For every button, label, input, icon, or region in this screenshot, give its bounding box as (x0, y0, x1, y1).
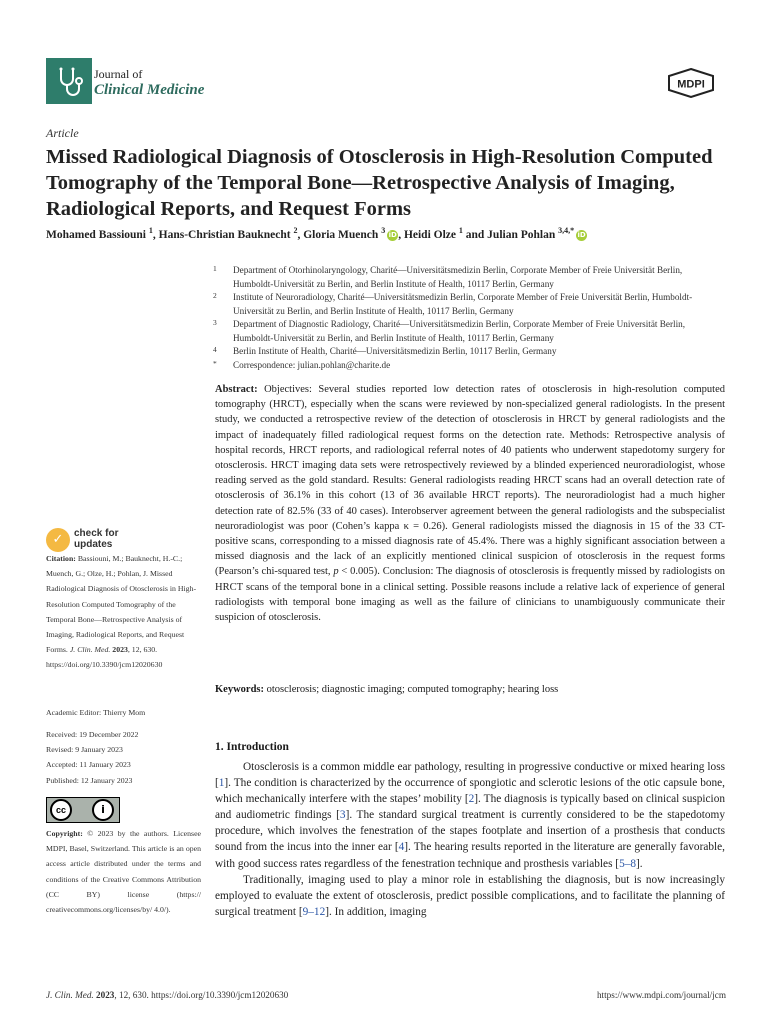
paragraph-text: Traditionally, imaging used to play a minor role in establishing the diagnosis, but is now increasingly employed to evaluate the extent of otosclerosis, predict possible complications, and to facilitate the planning of surgical treatment [ (215, 873, 725, 918)
dates-block (46, 727, 201, 788)
paragraph-text: ]. The condition is characterized by the occurrence of spongiotic and sclerotic lesions of the otic capsule bone, which mechanically interfere with the stapes’ mobility [ (215, 777, 725, 806)
author-name[interactable]: Julian Pohlan $^{3,4,*}$ (487, 226, 575, 241)
date-published: Published: 12 January 2023 (46, 775, 133, 785)
orcid-icon[interactable]: iD (577, 230, 586, 239)
journal-name-line1: Journal of (94, 67, 143, 81)
affiliation-number: * (213, 358, 217, 368)
reference-link[interactable]: 2 (468, 793, 475, 806)
footer-doi: , 12, 630. https://doi.org/10.3390/jcm12020630 (114, 990, 289, 1000)
check-updates-line2: updates (74, 539, 113, 550)
abstract-text-end: < 0.005). Conclusion: The diagnosis of otosclerosis is frequently missed by radiologists on HRCT scans of the temporal bone in a clinical setting. Possible reasons include a relative lack of experience of general radiologists with temporal bone imaging as well as the failure of clinicians to unambiguously communicate their suspicion of otosclerosis. (215, 566, 725, 624)
affiliation-text: Institute of Neuroradiology, Charité—Universitätsmedizin Berlin, Corporate Member of Freie Universität Berlin, Humboldt-Universität zu Berlin, and Berlin Institute of Health, 10117 Berlin, Germany (233, 292, 693, 316)
publisher-name: MDPI (677, 78, 705, 91)
check-updates-line1: check for (74, 528, 119, 539)
author-name[interactable]: Gloria Muench $^3$ (303, 226, 386, 241)
journal-name-line2: Clinical Medicine (94, 82, 205, 98)
citation-text: Bassiouni, M.; Bauknecht, H.-C.; Muench, G.; Olze, H.; Pohlan, J. Missed Radiological Diagnosis of Otosclerosis in High-Resolution Computed Tomography of the Temporal Bone—Retrospective Analysis of Imaging, Radiological Reports, and Request Forms. (46, 554, 197, 655)
abstract-p-symbol: p (333, 566, 339, 578)
affiliation-text: Department of Otorhinolaryngology, Charité—Universitätsmedizin Berlin, Corporate Member of Freie Universität Berlin, Humboldt-Universität zu Berlin, and Berlin Institute of Health, 10117 Berlin, Germany (233, 265, 683, 289)
affiliation-item (213, 318, 723, 345)
copyright-label: Copyright: (46, 829, 83, 838)
keywords (215, 682, 725, 697)
author-affiliation-mark: 2 (293, 226, 298, 235)
affiliation-number: 2 (213, 291, 217, 300)
date-received: Received: 19 December 2022 (46, 730, 139, 739)
footer-url[interactable]: https://www.mdpi.com/journal/jcm (596, 990, 726, 1000)
orcid-icon[interactable]: iD (388, 230, 397, 239)
affiliation-text: Correspondence: julian.pohlan@charite.de (233, 359, 391, 370)
affiliation-item (213, 359, 723, 373)
affiliation-item (213, 345, 723, 359)
author-affiliation-mark: 1 (458, 226, 463, 235)
copyright-block (46, 826, 201, 917)
citation-rest: , 12, 630. https://doi.org/10.3390/jcm12020630 (46, 645, 163, 670)
footer-journal: J. Clin. Med. (46, 990, 94, 1000)
author-list: Mohamed Bassiouni $^1$, Hans-Christian Bauknecht $^2$, Gloria Muench $^3$ iD, Heidi Olze $^1$ and Julian Pohlan $^{3,4,*}$ iD (46, 226, 586, 241)
section-body (215, 759, 725, 920)
affiliation-text: Department of Diagnostic Radiology, Charité—Universitätsmedizin Berlin, Corporate Member of Freie Universität Berlin, Humboldt-Universität zu Berlin, and Berlin Institute of Health, 10117 Berlin, Germany (233, 319, 686, 343)
mdpi-logo (666, 68, 716, 98)
reference-link[interactable]: 1 (218, 777, 225, 790)
citation-block (46, 551, 201, 673)
affiliation-item (213, 291, 723, 318)
paragraph (215, 872, 725, 920)
article-type: Article (46, 126, 79, 140)
affiliation-item (213, 264, 723, 291)
stethoscope-icon (46, 58, 92, 104)
footer-year: 2023 (96, 990, 115, 1000)
cc-by-icon[interactable]: cc i (46, 797, 120, 823)
abstract-text: Objectives: Several studies reported low detection rates of otosclerosis in high-resolution computed tomography (HRCT), especially when the scans were reviewed by non-specialized general radiologists. In the present study, we conducted a retrospective review of the detection of otosclerosis in HRCT by general radiologists and the impact of inadequately filled radiological request forms on the detection rate. Methods: Retrospective analysis of hospital records, HRCT reports, and radiological referral notes of 40 patients who underwent stapedotomy surgery for otosclerosis. HRCT imaging data sets were retrospectively reviewed by a blinded experienced neuroradiologist, whose reading served as the gold standard. Results: General radiologists reading HRCT scans had an overall detection rate of otosclerosis of 36.1% in this cohort (13 of 36 available HRCT reports). The neuroradiologist had a much higher detection rate of 82.5% (33 of 40 cases). Interobserver agreement between the general radiologists and the subspecialist neuroradiologist was poor (Cohen’s kappa κ = 0.26). General radiologists missed the diagnosis in 15 of the 33 CT-positive scans, corresponding to a missed diagnosis rate of 45.4%. There was a highly significant association between a missed diagnosis and the lack of an explicitly mentioned clinical suspicion of otosclerosis in the request forms (Pearson’s chi-squared test, (215, 384, 726, 578)
citation-journal: J. Clin. Med. (69, 645, 111, 655)
article-title: Missed Radiological Diagnosis of Otosclerosis in High-Resolution Computed Tomography of the Temporal Bone—Retrospective Analysis of Imaging, Radiological Reports, and Request Forms (46, 146, 713, 220)
date-revised: Revised: 9 January 2023 (46, 745, 123, 755)
paragraph (215, 759, 725, 872)
section-title: 1. Introduction (215, 741, 289, 753)
reference-link[interactable]: 5–8 (619, 857, 637, 870)
citation-label: Citation: (46, 554, 76, 563)
paragraph-text: ]. (636, 857, 643, 870)
author-name[interactable]: Mohamed Bassiouni $^1$ (46, 226, 153, 241)
copyright-text: © 2023 by the authors. Licensee MDPI, Basel, Switzerland. This article is an open access article distributed under the terms and conditions of the Creative Commons Attribution (CC BY) license (https:// creativecommons.org/licenses/by/ 4.0/). (46, 829, 201, 915)
paragraph-text: ]. The standard surgical treatment is currently considered to be the stapedotomy procedure, which involves the fenestration of the stapes footplate and insertion of a prosthesis that conducts sound from the incus into the inner ear [ (215, 809, 725, 854)
affiliation-text: Berlin Institute of Health, Charité—Universitätsmedizin Berlin, 10117 Berlin, Germany (233, 346, 557, 356)
abstract (215, 382, 725, 625)
checkmark-icon: ✓ (46, 528, 70, 552)
affiliation-number: 1 (213, 264, 217, 273)
author-name[interactable]: Heidi Olze $^1$ (403, 226, 463, 241)
affiliation-number: 3 (213, 318, 217, 327)
author-affiliation-mark: 1 (148, 226, 153, 235)
reference-link[interactable]: 3 (339, 809, 346, 822)
reference-link[interactable]: 9–12 (302, 905, 326, 918)
footer-citation (46, 990, 288, 1000)
abstract-label: Abstract: (215, 384, 258, 395)
keywords-label: Keywords: (215, 684, 264, 695)
author-affiliation-mark: 3 (381, 226, 386, 235)
affiliations (213, 264, 723, 372)
paragraph-text: ]. The hearing results reported in the literature are generally favorable, with good success rates regardless of the fenestration technique and prosthesis variables [ (215, 841, 725, 870)
author-name[interactable]: Hans-Christian Bauknecht $^2$ (158, 226, 298, 241)
citation-year: 2023 (112, 645, 128, 655)
keywords-text: otosclerosis; diagnostic imaging; computed tomography; hearing loss (266, 684, 559, 695)
paragraph-text: ]. The diagnosis is typically based on clinical suspicion and audiometric findings [ (215, 793, 725, 822)
date-accepted: Accepted: 11 January 2023 (46, 760, 131, 770)
academic-editor: Academic Editor: Thierry Mom (46, 708, 146, 717)
paragraph-text: ]. In addition, imaging (325, 905, 427, 918)
journal-name (94, 66, 204, 98)
journal-header (46, 58, 726, 104)
check-for-updates-button[interactable] (46, 526, 136, 554)
paragraph-text: Otosclerosis is a common middle ear pathology, resulting in progressive conductive or mixed hearing loss [ (215, 761, 725, 790)
author-affiliation-mark: 3,4,* (558, 226, 575, 235)
affiliation-number: 4 (213, 345, 217, 354)
reference-link[interactable]: 4 (398, 841, 405, 854)
